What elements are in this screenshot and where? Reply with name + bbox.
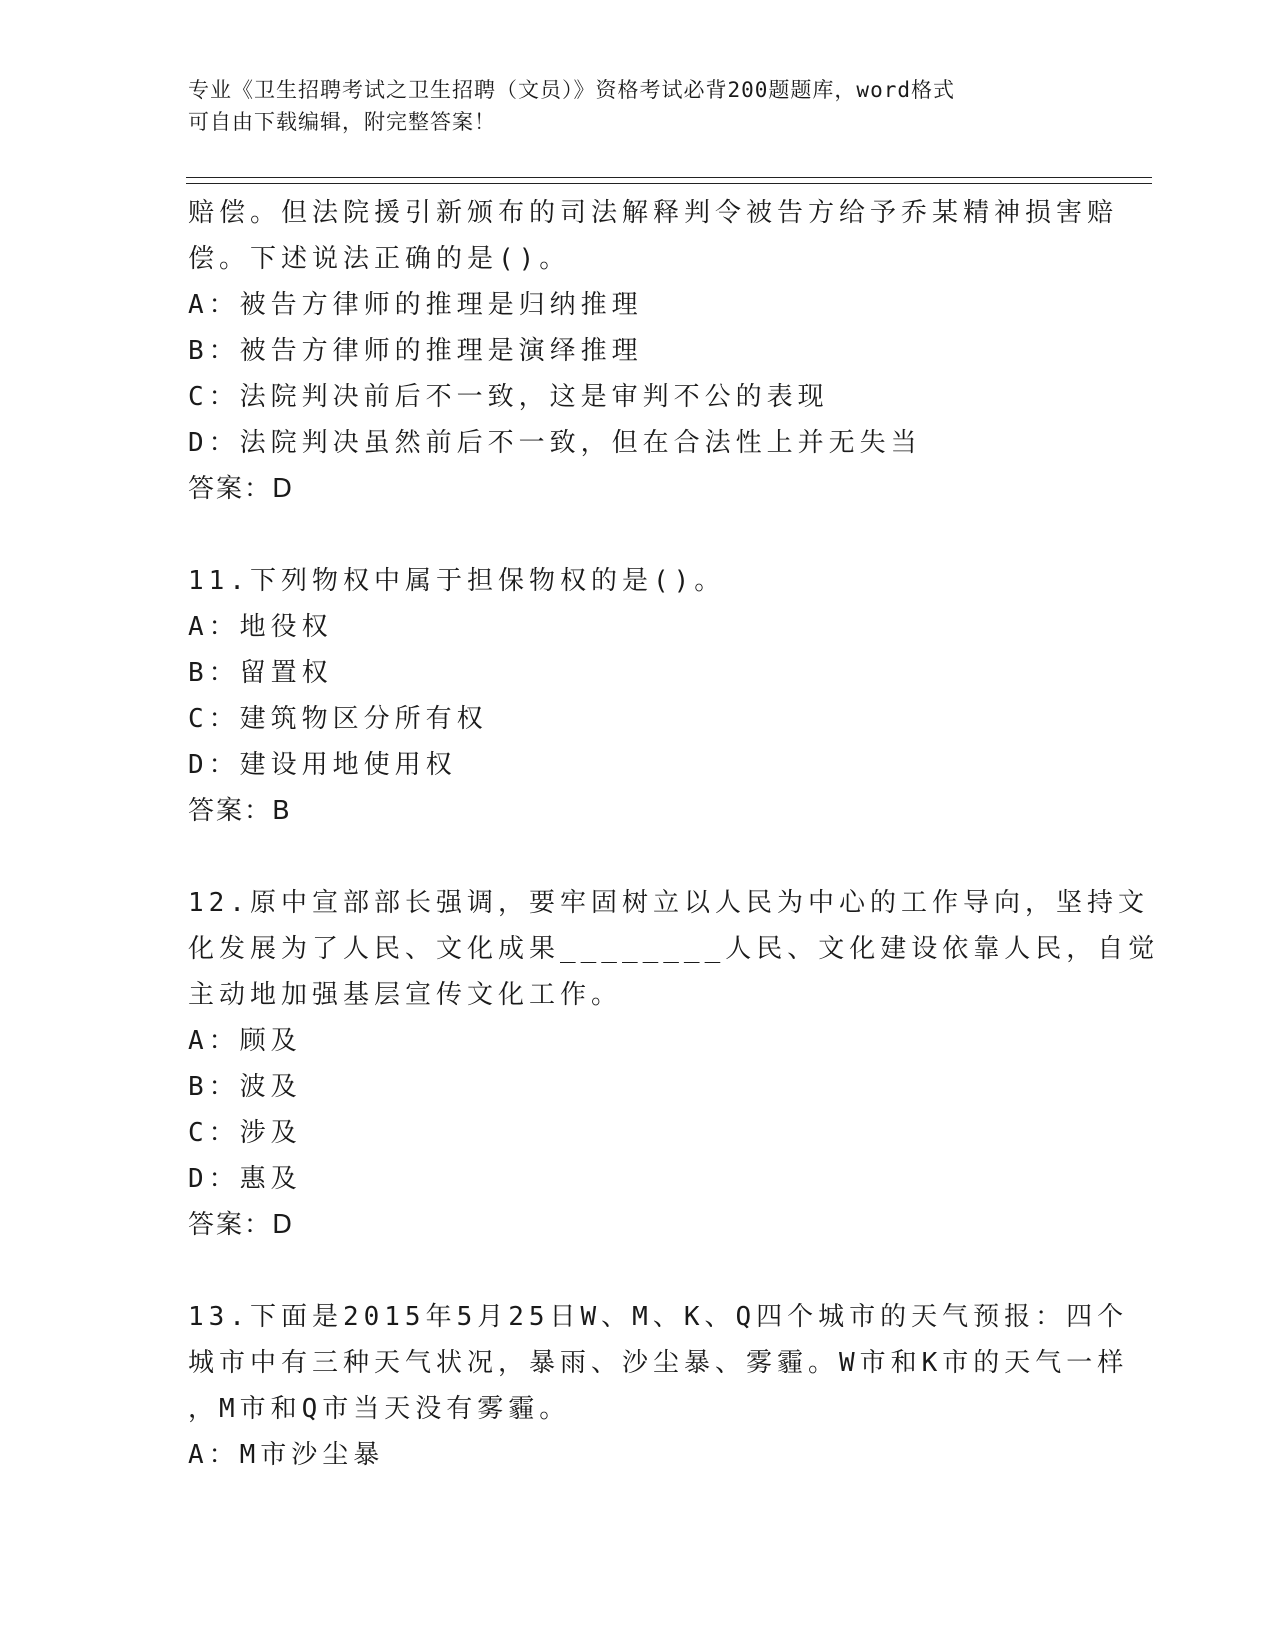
question-stem: 11.下列物权中属于担保物权的是()。 [188,566,726,596]
answer-line: 答案：B [188,796,292,826]
option-c: C：涉及 [188,1118,302,1148]
question-stem-line: 主动地加强基层宣传文化工作。 [188,980,623,1010]
spacer [188,834,1088,880]
header-rule-bottom [186,183,1152,184]
option-d: D：惠及 [188,1164,302,1194]
option-b: B：被告方律师的推理是演绎推理 [188,336,643,366]
header-line-2: 可自由下载编辑，附完整答案！ [188,110,496,134]
spacer [188,1248,1088,1294]
header-rule-top [186,177,1152,178]
question-stem-line: 偿。下述说法正确的是()。 [188,244,571,274]
option-d: D：建设用地使用权 [188,750,457,780]
question-stem-line: 化发展为了人民、文化成果________人民、文化建设依靠人民，自觉 [188,934,1160,964]
question-stem-line: ，M市和Q市当天没有雾霾。 [188,1394,571,1424]
option-a: A：顾及 [188,1026,302,1056]
option-c: C：法院判决前后不一致，这是审判不公的表现 [188,382,829,412]
option-d: D：法院判决虽然前后不一致，但在合法性上并无失当 [188,428,922,458]
header-line-1: 专业《卫生招聘考试之卫生招聘（文员）》资格考试必背200题题库，word格式 [188,78,955,102]
option-b: B：留置权 [188,658,333,688]
question-stem-line: 13.下面是2015年5月25日W、M、K、Q四个城市的天气预报：四个 [188,1302,1129,1332]
option-a: A：被告方律师的推理是归纳推理 [188,290,643,320]
option-b: B：波及 [188,1072,302,1102]
question-12 [188,880,1160,1248]
question-stem-line: 城市中有三种天气状况，暴雨、沙尘暴、雾霾。W市和K市的天气一样 [188,1348,1129,1378]
document-header [188,74,1088,138]
answer-line: 答案：D [188,474,295,504]
option-a: A：M市沙尘暴 [188,1440,385,1470]
question-10-continued [188,190,1119,512]
question-13 [188,1294,1129,1478]
question-stem-line: 12.原中宣部部长强调，要牢固树立以人民为中心的工作导向，坚持文 [188,888,1149,918]
document-body [188,190,1160,1478]
spacer [188,512,1088,558]
question-stem-line: 赔偿。但法院援引新颁布的司法解释判令被告方给予乔某精神损害赔 [188,198,1119,228]
option-c: C：建筑物区分所有权 [188,704,488,734]
question-11 [188,558,1088,834]
option-a: A：地役权 [188,612,333,642]
answer-line: 答案：D [188,1210,295,1240]
